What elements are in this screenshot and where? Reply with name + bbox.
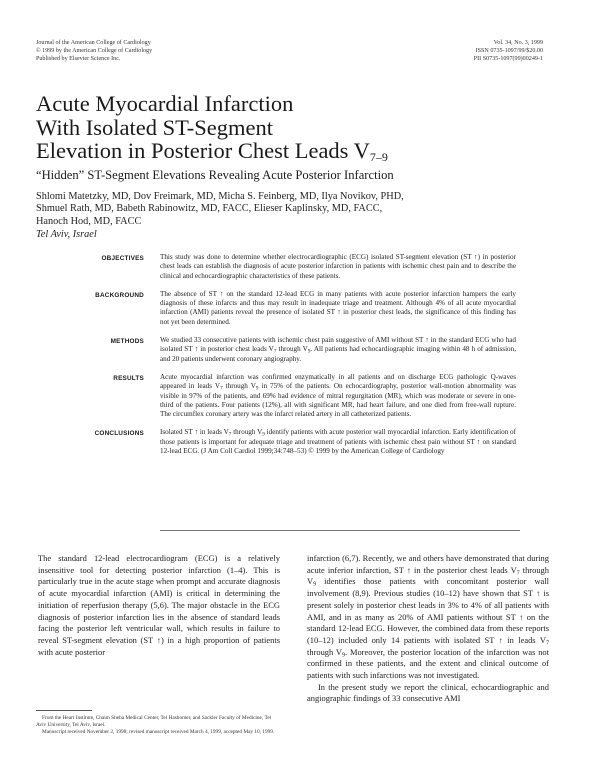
intro-paragraph-2 [307,553,549,682]
methods-text-c: . All patients had echocardiographic imaging within 48 h of admission, and 20 patients underwent coronary angiography. [160,345,516,363]
author-location: Tel Aviv, Israel [36,229,97,240]
volume-info: Vol. 34, No. 3, 1999 [493,40,543,46]
abstract-objectives [36,253,566,281]
para2-sub-3: 7 [545,640,549,647]
para2-sub-2: 9 [313,581,317,588]
objectives-label: OBJECTIVES [101,255,144,262]
title-line-3-text: Elevation in Posterior Chest Leads V [36,138,370,163]
abstract-background [36,290,566,327]
title-subscript: 7–9 [369,150,388,164]
results-label: RESULTS [113,374,144,382]
journal-name: Journal of the American College of Cardiology [36,40,151,46]
methods-text-a: We studied 33 consecutive patients with ischemic chest pain suggestive of AMI without ST ↑ in the standard ECG who had isolated ST ↑ in posterior chest leads V [160,336,516,354]
journal-header-right [474,39,543,64]
conclusions-label: CONCLUSIONS [94,430,144,438]
journal-header-left [36,39,152,64]
footnote-divider [36,710,92,711]
para2-text-b: through V [307,564,549,587]
methods-sub-1: 7 [273,348,277,355]
results-text-c: in 75% of the patients. On echocardiography, posterior wall-motion abnormality was visible in 97% of the patients, and 69% had evidence of mitral regurgitation (MR), which was moderate or severe in one-third of the patients. Four patients (12%), all with significant MR, had heart failure, and one died from free-wall rupture. The circumflex coronary artery was the infarct related artery in all catheterized patients. [160,382,516,419]
abstract-divider [160,530,520,531]
authors-line-1: Shlomi Matetzky, MD, Dov Freimark, MD, Micha S. Feinberg, MD, Ilya Novikov, PHD, [36,191,404,202]
conclusions-sub-1: 7 [228,431,232,438]
para2-text-c: identifies those patients with concomitant posterior wall involvement (8,9). Previous studies (10–12) have shown that ST ↑ is present solely in posterior chest leads in 3% to 4% of all patients with AMI, and in as many as 20% of AMI patients without ST ↑ on the standard 12-lead ECG. However, the combined data from these reports (10–12) included only 14 patients with isolated ST ↑ in leads V [307,576,549,645]
abstract-results [36,373,566,419]
results-text [160,373,516,419]
conclusions-sub-2: 9 [262,431,265,438]
body-column-right [307,553,549,705]
methods-text-b: through V [276,345,308,354]
methods-sub-2: 9 [307,348,311,355]
footnote-affiliation: From the Heart Institute, Chaim Sheba Medical Center, Tel Hashomer, and Sackler Faculty of Medicine, Tel Aviv University, Tel Aviv, Israel. [36,715,272,729]
body-column-left [38,553,280,658]
conclusions-text [160,428,516,456]
affiliation-footnote [36,715,280,737]
methods-label: METHODS [110,338,144,346]
para2-text-d: through V [307,646,342,657]
intro-paragraph-1: The standard 12-lead electrocardiogram (ECG) is a relatively insensitive tool for detecting posterior infarction (1–4). This is particularly true in the acute stage when prompt and accurate diagnosis of acute myocardial infarction (AMI) is critical in determining the initiation of reperfusion therapy (5,6). The major obstacle in the ECG diagnosis of posterior infarction lies in the absence of standard leads facing the posterior left ventricular wall, which results in failure to reveal ST-segment elevation (ST ↑) in a high proportion of patients with acute posterior [38,553,280,657]
authors-line-3: Hanoch Hod, MD, FACC [36,215,142,227]
journal-copyright: © 1999 by the American College of Cardiology [36,48,153,55]
abstract-conclusions [36,428,566,456]
background-label: BACKGROUND [95,291,144,299]
journal-publisher: Published by Elsevier Science Inc. [36,56,121,63]
abstract-methods [36,336,566,364]
para2-sub-4: 9 [342,652,346,659]
conclusions-text-a: Isolated ST ↑ in leads V [160,428,229,437]
objectives-text: This study was done to determine whether electrocardiographic (ECG) isolated ST-segment elevation (ST ↑) in posterior chest leads can establish the diagnosis of acute posterior infarction in patients with ischemic chest pain and to describe the clinical and echocardiographic characteristics of these patients. [160,253,516,280]
article-subtitle: “Hidden” ST-Segment Elevations Revealing Acute Posterior Infarction [36,168,394,182]
article-title [36,92,388,163]
authors-line-2: Shmuel Rath, MD, Babeth Rabinowitz, MD, FACC, Elieser Kaplinsky, MD, FACC, [36,203,383,215]
intro-paragraph-3: In the present study we report the clinical, echocardiographic and angiographic findings of 33 consecutive AMI [307,681,549,704]
conclusions-text-c: identify patients with acute posterior wall myocardial infarction. Early identification of those patients is important for adequate triage and treatment of patients with ischemic chest pain without ST ↑ on standard 12-lead ECG. (J Am Coll Cardiol 1999;34:748–53) © 1999 by the American College of Cardiology [160,428,517,456]
methods-text [160,336,516,364]
para2-text-a: infarction (6,7). Recently, we and others have demonstrated that during acute inferior infarction, ST ↑ in the posterior chest leads V [307,553,549,575]
para2-sub-1: 7 [516,570,520,577]
issn: ISSN 0735-1097/99/$20.00 [475,48,543,55]
results-sub-2: 9 [255,385,259,392]
structured-abstract [36,253,566,456]
pii: PII S0735-1097(99)00249-1 [473,56,543,63]
title-line-2: With Isolated ST-Segment [36,114,273,140]
para2-text-e: . Moreover, the posterior location of the infarction was not confirmed in these patients, and the extent and clinical outcome of patients with such infarctions was not investigated. [307,646,549,681]
results-text-a: Acute myocardial infarction was confirmed enzymatically in all patients and on discharge ECG pathologic Q-waves appeared in leads V [160,372,516,391]
background-text: The absence of ST ↑ on the standard 12-lead ECG in many patients with acute posterior infarction hampers the early diagnosis of these infarcts and thus may result in inadequate triage and treatment. Although 4% of all acute myocardial infarction (AMI) patients reveal the presence of isolated ST ↑ in posterior chest leads, the significance of this finding has not yet been determined. [160,289,516,326]
results-text-b: through V [222,382,256,391]
title-line-1: Acute Myocardial Infarction [36,91,294,116]
footnote-manuscript-dates: Manuscript received November 2, 1998; revised manuscript received March 4, 1999, accepted May 10, 1999. [42,729,275,736]
conclusions-text-b: through V [231,428,263,437]
title-line-3 [36,139,388,163]
author-list [36,191,404,228]
results-sub-1: 7 [220,385,223,392]
